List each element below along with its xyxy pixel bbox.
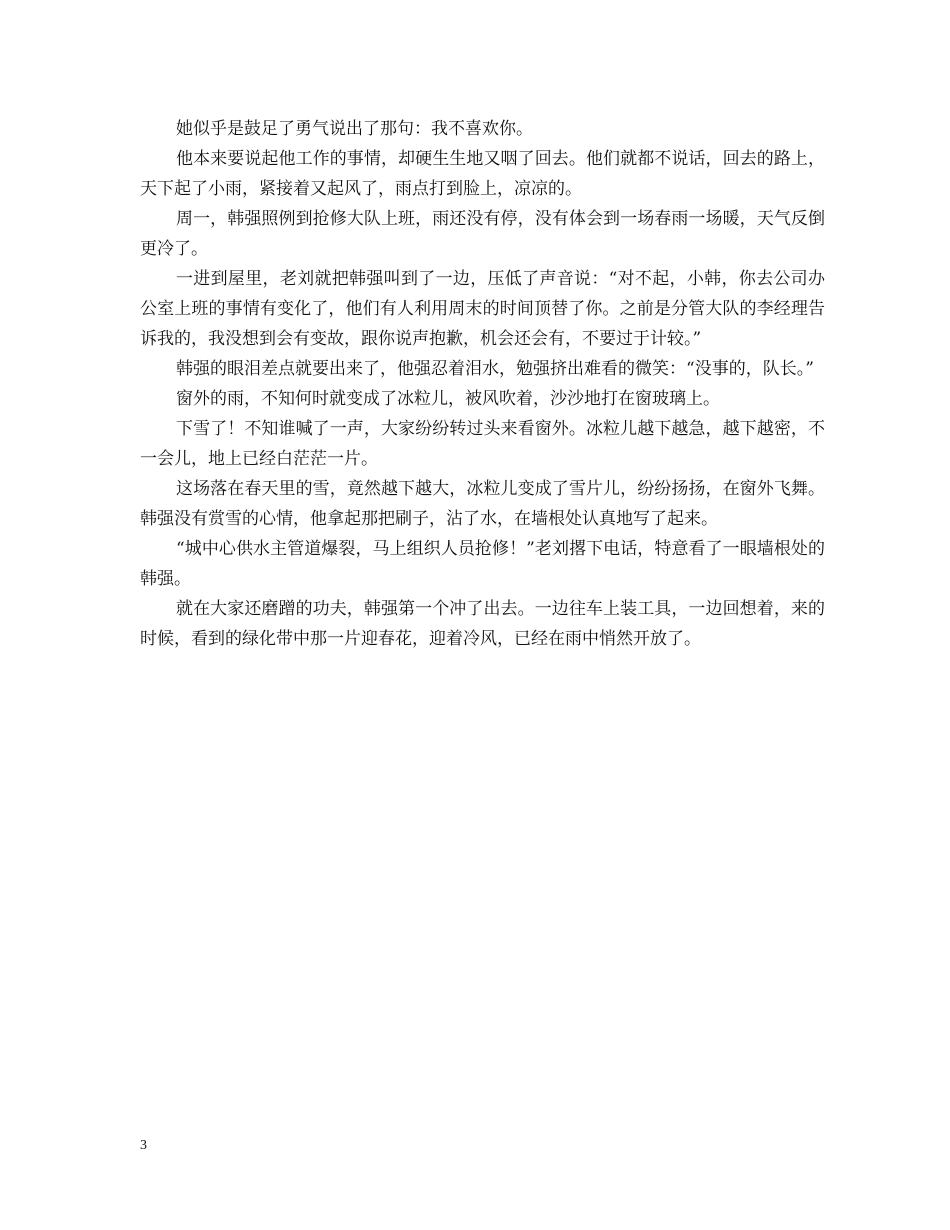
- paragraph-6: 窗外的雨，不知何时就变成了冰粒儿，被风吹着，沙沙地打在窗玻璃上。: [176, 389, 720, 409]
- paragraph-7: 下雪了！不知谁喊了一声，大家纷纷转过头来看窗外。冰粒儿越下越急，越下越密，不一会儿，地上已经白茫茫一片。: [140, 419, 825, 469]
- paragraph-9: “城中心供水主管道爆裂，马上组织人员抢修！”老刘撂下电话，特意看了一眼墙根处的韩强。: [140, 539, 825, 589]
- document-body: [140, 114, 825, 654]
- paragraph-8: 这场落在春天里的雪，竟然越下越大，冰粒儿变成了雪片儿，纷纷扬扬，在窗外飞舞。韩强没有赏雪的心情，他拿起那把刷子，沾了水，在墙根处认真地写了起来。: [140, 479, 825, 529]
- paragraph-10: 就在大家还磨蹭的功夫，韩强第一个冲了出去。一边往车上装工具，一边回想着，来的时候，看到的绿化带中那一片迎春花，迎着冷风，已经在雨中悄然开放了。: [140, 599, 825, 649]
- paragraph-2: 他本来要说起他工作的事情，却硬生生地又咽了回去。他们就都不说话，回去的路上，天下起了小雨，紧接着又起风了，雨点打到脸上，凉凉的。: [140, 149, 825, 199]
- paragraph-5: 韩强的眼泪差点就要出来了，他强忍着泪水，勉强挤出难看的微笑：“没事的，队长。”: [176, 359, 814, 379]
- paragraph-1: 她似乎是鼓足了勇气说出了那句：我不喜欢你。: [176, 119, 533, 139]
- paragraph-4: 一进到屋里，老刘就把韩强叫到了一边，压低了声音说：“对不起，小韩，你去公司办公室上班的事情有变化了，他们有人利用周末的时间顶替了你。之前是分管大队的李经理告诉我的，我没想到会有变故，跟你说声抱歉，机会还会有，不要过于计较。”: [140, 269, 825, 349]
- page-number: 3: [140, 1138, 147, 1153]
- paragraph-3: 周一，韩强照例到抢修大队上班，雨还没有停，没有体会到一场春雨一场暖，天气反倒更冷了。: [140, 209, 825, 259]
